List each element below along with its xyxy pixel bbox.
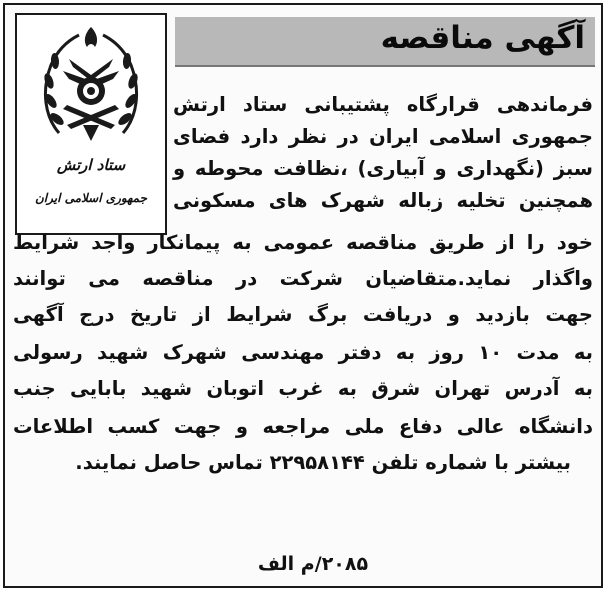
body-line-7: جهت بازدید و دریافت برگ شرایط از تاریخ درج آگهی <box>13 303 593 326</box>
body-line-2: جمهوری اسلامی ایران در نظر دارد فضای <box>173 125 593 148</box>
reference-code: ۲۰۸۵/م الف <box>257 553 369 575</box>
body-line-3: سبز (نگهداری و آبیاری) ،نظافت محوطه و <box>173 157 593 180</box>
body-line-8: به مدت ۱۰ روز به دفتر مهندسی شهرک شهید رسولی <box>13 341 593 364</box>
body-line-9: به آدرس تهران شرق به غرب اتوبان شهید بابایی جنب <box>13 377 593 400</box>
notice-frame <box>3 3 603 588</box>
body-line-5: خود را از طریق مناقصه عمومی به پیمانکار واجد شرایط <box>13 231 593 254</box>
body-line-6: واگذار نماید.متقاضیان شرکت در مناقصه می توانند <box>13 267 593 290</box>
body-line-4: همچنین تخلیه زباله شهرک های مسکونی <box>173 189 593 212</box>
logo-box <box>15 13 167 235</box>
title-bar <box>175 17 595 67</box>
body-line-11: بیشتر با شماره تلفن ۲۲۹۵۸۱۴۴ تماس حاصل نمایند. <box>75 451 571 474</box>
body-line-10: دانشگاه عالی دفاع ملی مراجعه و جهت کسب اطلاعات <box>13 415 593 438</box>
notice-title: آگهی مناقصه <box>380 20 585 56</box>
logo-caption-org: ستاد ارتش <box>56 156 126 174</box>
logo-caption-country: جمهوری اسلامی ایران <box>34 191 148 205</box>
army-emblem-icon <box>39 21 143 151</box>
body-line-1: فرماندهی قرارگاه پشتیبانی ستاد ارتش <box>173 93 593 116</box>
